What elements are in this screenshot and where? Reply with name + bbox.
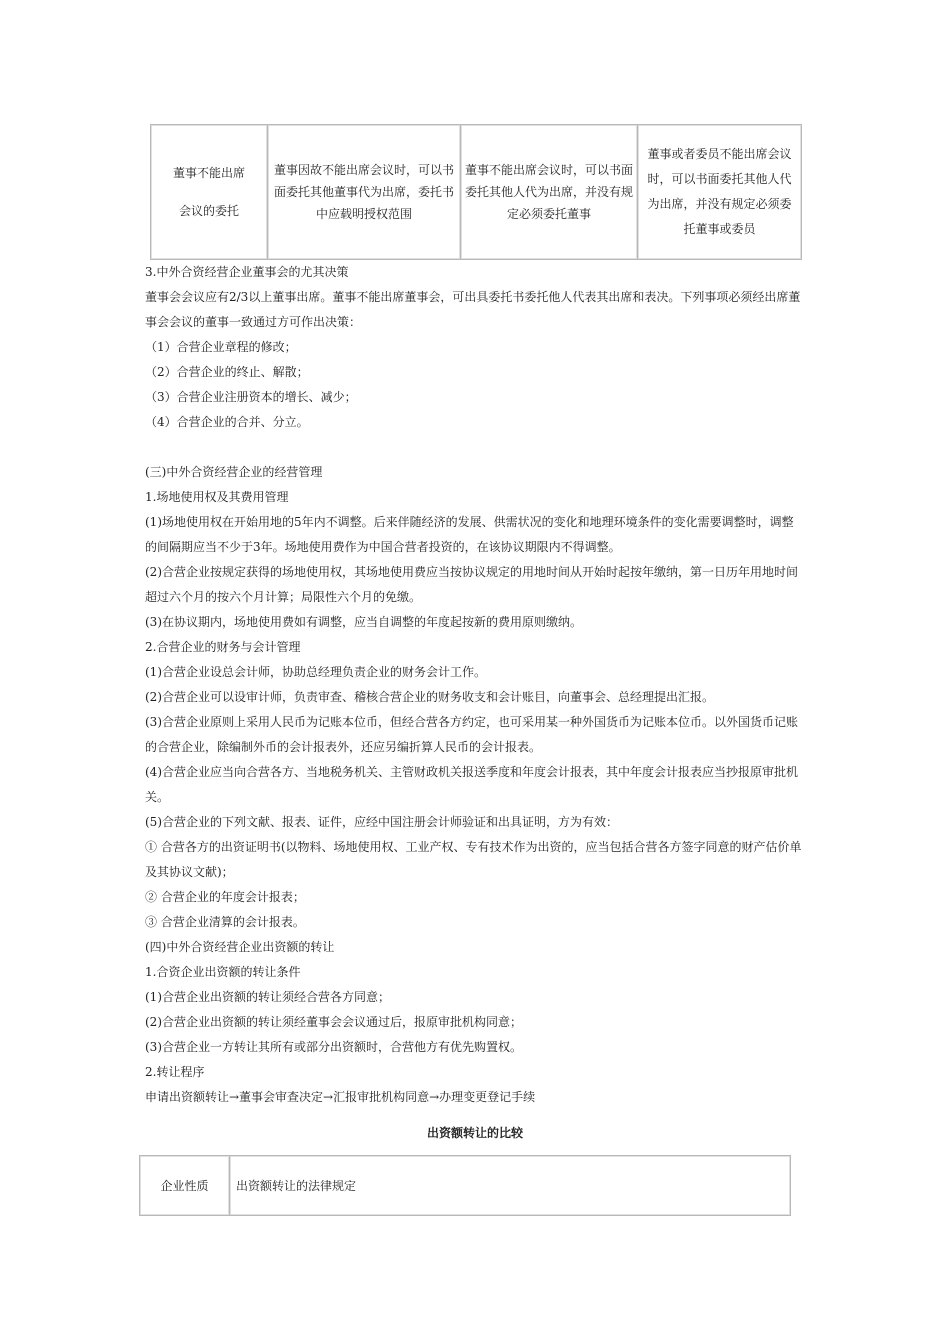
- paragraph-line: 的合营企业，除编制外币的会计报表外，还应另编折算人民币的会计报表。: [145, 740, 542, 754]
- table-cell-jv: [268, 125, 461, 260]
- cell-line: 定必须委托董事: [506, 207, 591, 221]
- subsection-heading: 2.合营企业的财务与会计管理: [145, 640, 301, 654]
- subsection-heading: 1.场地使用权及其费用管理: [145, 490, 289, 504]
- paragraph-line: (1)合营企业出资额的转让须经合营各方同意；: [145, 990, 390, 1004]
- transfer-comparison-table: [139, 1155, 791, 1216]
- board-proxy-table: [150, 124, 802, 260]
- table-caption: 出资额转让的比较: [426, 1126, 523, 1140]
- table-cell-foreign: [638, 125, 802, 260]
- list-item: （2）合营企业的终止、解散；: [145, 365, 309, 379]
- cell-line: 时，可以书面委托其他人代: [647, 172, 792, 186]
- paragraph-line: 事会会议的董事一致通过方可作出决策：: [145, 315, 362, 329]
- section-heading: (三)中外合资经营企业的经营管理: [145, 465, 323, 479]
- paragraph-line: 的间隔期应当不少于3年。场地使用费作为中国合营者投资的，在该协议期限内不得调整。: [145, 540, 621, 554]
- paragraph-line: (3)在协议期内，场地使用费如有调整，应当自调整的年度起按新的费用原则缴纳。: [145, 615, 583, 629]
- paragraph-line: 申请出资额转让→董事会审查决定→汇报审批机构同意→办理变更登记手续: [145, 1090, 536, 1104]
- header-cell-enterprise-type: 企业性质: [140, 1156, 230, 1216]
- paragraph-line: (3)合营企业一方转让其所有或部分出资额时，合营他方有优先购置权。: [145, 1040, 523, 1054]
- paragraph-line: 超过六个月的按六个月计算；局限性六个月的免缴。: [145, 590, 422, 604]
- header-cell-legal-rules: 出资额转让的法律规定: [230, 1156, 791, 1216]
- cell-line: 会议的委托: [178, 204, 239, 218]
- paragraph-line: (1)场地使用权在开始用地的5年内不调整。后来伴随经济的发展、供需状况的变化和地理环境条件的变化需要调整时，调整: [145, 515, 794, 529]
- paragraph-line: 董事会会议应有2/3以上董事出席。董事不能出席董事会，可出具委托书委托他人代表其出席和表决。下列事项必须经出席董: [145, 290, 801, 304]
- subsection-heading: 1.合资企业出资额的转让条件: [145, 965, 301, 979]
- paragraph-line: (2)合营企业出资额的转让须经董事会会议通过后，报原审批机构同意；: [145, 1015, 523, 1029]
- section-heading: (四)中外合资经营企业出资额的转让: [145, 940, 335, 954]
- list-item: ① 合营各方的出资证明书(以物料、场地使用权、工业产权、专有技术作为出资的，应当包括合营各方签字同意的财产估价单: [145, 840, 802, 854]
- cell-line: 面委托其他董事代为出席，委托书: [273, 185, 454, 199]
- list-item: ② 合营企业的年度会计报表；: [145, 890, 305, 904]
- cell-line: 委托其他人代为出席，并没有规: [465, 185, 634, 199]
- paragraph-line: (5)合营企业的下列文献、报表、证件，应经中国注册会计师验证和出具证明，方为有效：: [145, 815, 619, 829]
- paragraph-line: (1)合营企业设总会计师，协助总经理负责企业的财务会计工作。: [145, 665, 487, 679]
- cell-line: 董事因故不能出席会议时，可以书: [273, 163, 454, 177]
- list-item: ③ 合营企业清算的会计报表。: [145, 915, 305, 929]
- subsection-heading: 2.转让程序: [145, 1065, 205, 1079]
- section-heading: 3.中外合资经营企业董事会的尤其决策: [145, 265, 349, 279]
- paragraph-line: 关。: [145, 790, 170, 804]
- list-item: 及其协议文献)；: [145, 865, 234, 879]
- list-item: （3）合营企业注册资本的增长、减少；: [145, 390, 357, 404]
- table-row: [151, 125, 802, 260]
- paragraph-line: (2)合营企业可以设审计师，负责审查、稽核合营企业的财务收支和会计账目，向董事会、总经理提出汇报。: [145, 690, 715, 704]
- table-header-row: [140, 1156, 791, 1216]
- table-cell-cooperative: [461, 125, 638, 260]
- cell-line: 董事或者委员不能出席会议: [647, 147, 792, 161]
- paragraph-line: (2)合营企业按规定获得的场地使用权，其场地使用费应当按协议规定的用地时间从开始时起按年缴纳，第一日历年用地时间: [145, 565, 799, 579]
- table-cell-topic: [151, 125, 268, 260]
- paragraph-line: (3)合营企业原则上采用人民币为记账本位币，但经合营各方约定，也可采用某一种外国货币为记账本位币。以外国货币记账: [145, 715, 799, 729]
- cell-line: 董事不能出席: [172, 166, 245, 180]
- cell-line: 董事不能出席会议时，可以书面: [465, 163, 634, 177]
- list-item: （4）合营企业的合并、分立。: [145, 415, 309, 429]
- paragraph-line: (4)合营企业应当向合营各方、当地税务机关、主管财政机关报送季度和年度会计报表，其中年度会计报表应当抄报原审批机: [145, 765, 799, 779]
- cell-line: 为出席，并没有规定必须委: [647, 197, 792, 211]
- cell-line: 托董事或委员: [683, 222, 756, 236]
- list-item: （1）合营企业章程的修改；: [145, 340, 297, 354]
- cell-line: 中应载明授权范围: [315, 207, 412, 221]
